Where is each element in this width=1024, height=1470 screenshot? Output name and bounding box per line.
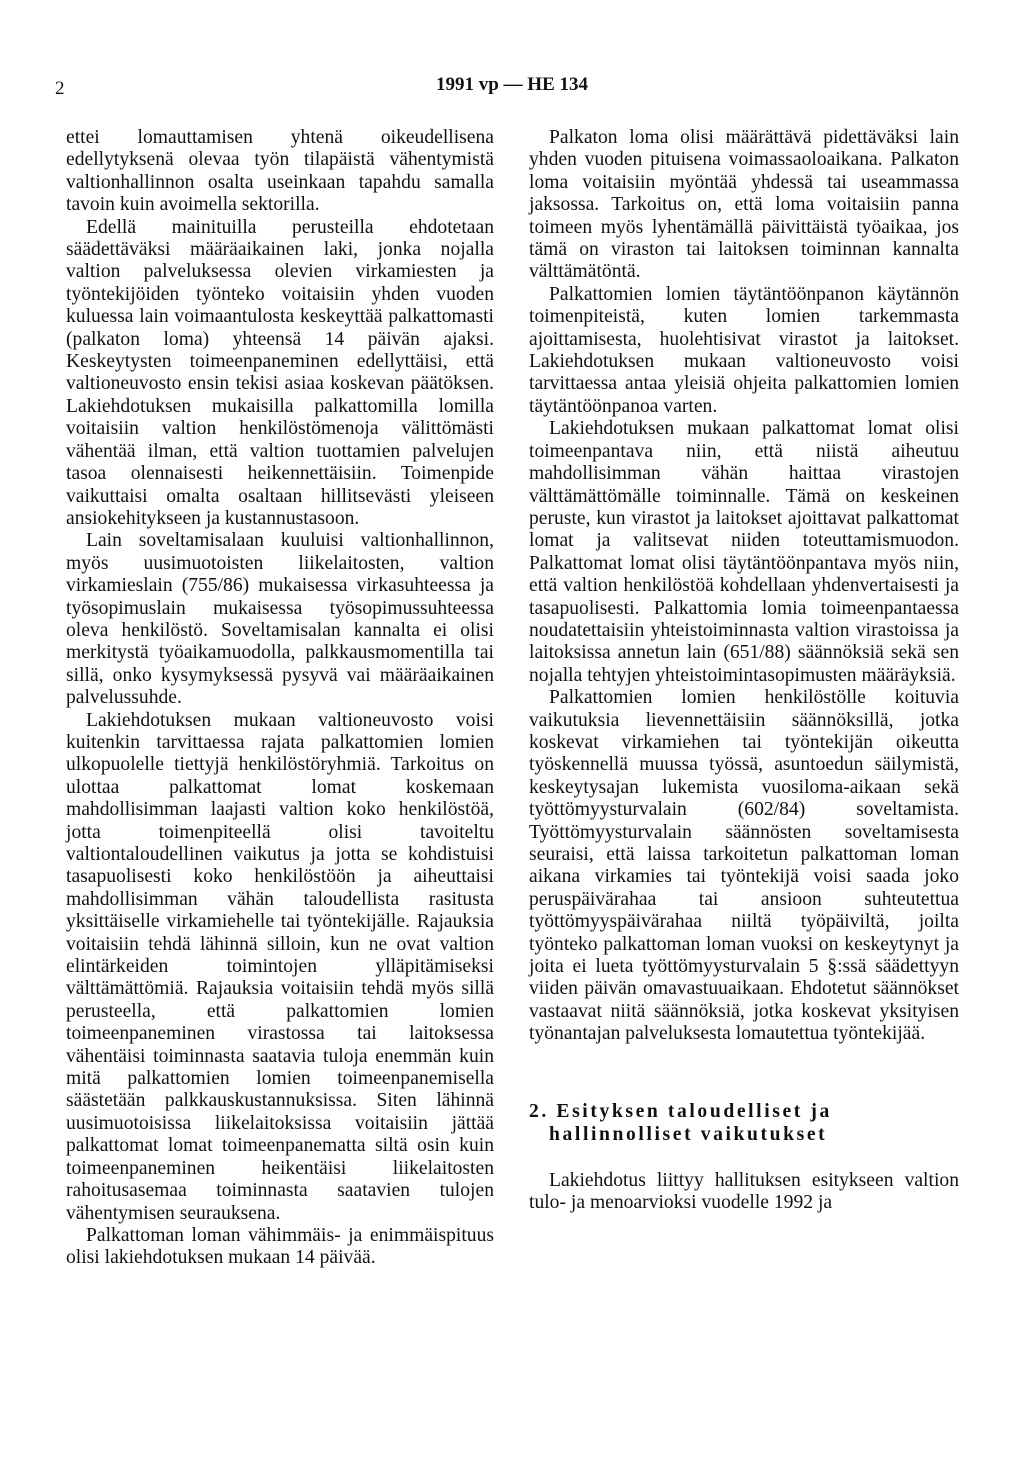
paragraph: Lain soveltamisalaan kuuluisi valtionhallinnon, myös uusimuotoisten liikelaitosten, valtion virkamieslain (755/86) mukaisessa virkasuhteessa ja työsopimuslain mukaisessa työsopimussuhteessa oleva henkilöstö. Soveltamisalan kannalta ei olisi merkitystä työaikamuodolla, palkkausmomentilla tai sillä, onko kysymyksessä pysyvä vai määräaikainen palvelussuhde. bbox=[66, 530, 494, 709]
paragraph: Palkattomien lomien täytäntöönpanon käytännön toimenpiteistä, kuten lomien tarkemmasta ajoittamisesta, huolehtisivat virastot ja laitokset. Lakiehdotuksen mukaan valtioneuvosto voisi tarvittaessa antaa yleisiä ohjeita palkattomien lomien täytäntöönpanoa varten. bbox=[529, 283, 959, 417]
right-column bbox=[529, 127, 959, 1214]
paragraph: Lakiehdotus liittyy hallituksen esitykseen valtion tulo- ja menoarvioksi vuodelle 1992 ja bbox=[529, 1169, 959, 1214]
paragraph: Lakiehdotuksen mukaan valtioneuvosto voisi kuitenkin tarvittaessa rajata palkattomien lomien ulkopuolelle tiettyjä henkilöstöryhmiä. Tarkoitus on ulottaa palkattomat lomat koskemaan mahdollisimman laajasti valtion koko henkilöstöä, jotta toimenpiteellä olisi tavoiteltu valtiontaloudellinen vaikutus ja jotta se kohdistuisi tasapuolisesti koko henkilöstöön ja aiheuttaisi mahdollisimman vähän taloudellista rasitusta yksittäiselle virkamiehelle tai työntekijälle. Rajauksia voitaisiin tehdä lähinnä silloin, kun ne ovat valtion elintärkeiden toimintojen ylläpitämiseksi välttämättömiä. Rajauksia voitaisiin tehdä myös sillä perusteella, että palkattomien lomien toimeenpaneminen virastossa tai laitoksessa vähentäisi toiminnasta saatavia tuloja enemmän kuin mitä palkattomien lomien toimeenpanemisella säästetään palkkauskustannuksissa. Siten lähinnä uusimuotoisissa liikelaitoksissa voitaisiin jättää palkattomat lomat toimeenpanematta siltä osin kuin toimeenpaneminen heikentäisi liikelaitosten rahoitusasemaa toiminnasta saatavien tulojen vähentymisen seurauksena. bbox=[66, 709, 494, 1224]
paragraph: Palkattoman loman vähimmäis- ja enimmäispituus olisi lakiehdotuksen mukaan 14 päivää. bbox=[66, 1224, 494, 1269]
running-head: 1991 vp — HE 134 bbox=[435, 74, 589, 95]
paragraph: Edellä mainituilla perusteilla ehdotetaan säädettäväksi määräaikainen laki, jonka nojalla valtion palveluksessa olevien virkamiesten ja työntekijöiden työnteko voitaisiin yhden vuoden kuluessa lain voimaantulosta keskeyttää palkattomasti (palkaton loma) yhteensä 14 päivän ajaksi. Keskeytysten toimeenpaneminen edellyttäisi, että valtioneuvosto ensin tekisi asiaa koskevan päätöksen. Lakiehdotuksen mukaisilla palkattomilla lomilla voitaisiin valtion henkilöstömenoja välittömästi vähentää ilman, että valtion tuottamien palvelujen tasoa olennaisesti heikennettäisiin. Toimenpide vaikuttaisi omalta osaltaan hillitsevästi yleiseen ansiokehitykseen ja kustannustasoon. bbox=[66, 216, 494, 529]
left-column bbox=[66, 127, 494, 1270]
paragraph: Palkaton loma olisi määrättävä pidettäväksi lain yhden vuoden pituisena voimassaoloaikana. Palkaton loma voitaisiin myöntää yhdessä tai useammassa jaksossa. Tarkoitus on, että loma voitaisiin panna toimeen myös lyhentämällä päivittäistä työaikaa, jos tämä on viraston tai laitoksen toiminnan kannalta välttämätöntä. bbox=[529, 127, 959, 283]
section-heading: 2. Esityksen taloudelliset ja hallinnolliset vaikutukset bbox=[529, 1100, 832, 1145]
paragraph: Palkattomien lomien henkilöstölle koituvia vaikutuksia lievennettäisiin säännöksillä, jotka koskevat virkamiehen tai työntekijän oikeutta työskennellä muussa työssä, asuntoedun säilymistä, keskeytysajan lukemista vuosiloma-aikaan sekä työttömyysturvalain (602/84) soveltamista. Työttömyysturvalain säännösten soveltamisesta seuraisi, että laissa tarkoitetun palkattoman loman aikana virkamies tai työntekijä voisi saada joko peruspäivärahaa tai ansioon suhteutettua työttömyyspäivärahaa niiltä työpäiviltä, joilta työnteko palkattoman loman vuoksi on keskeytynyt ja joita ei lueta työttömyysturvalain 5 §:ssä säädettyyn viiden päivän omavastuuaikaan. Ehdotetut säännökset vastaavat niitä säännöksiä, jotka koskevat yksityisen työnantajan palveluksesta lomautettua työntekijää. bbox=[529, 687, 959, 1045]
page-number: 2 bbox=[55, 78, 65, 99]
paragraph: Lakiehdotuksen mukaan palkattomat lomat olisi toimeenpantava niin, että niistä aiheutuu mahdollisimman vähän haittaa virastojen välttämättömälle toiminnalle. Tämä on keskeinen peruste, kun virastot ja laitokset ajoittavat palkattomat lomat ja valitsevat niiden toteuttamismuodon. Palkattomat lomat olisi täytäntöönpantava myös niin, että valtion henkilöstöä kohdellaan yhdenvertaisesti ja tasapuolisesti. Palkattomia lomia toimeenpantaessa noudatettaisiin yhteistoiminnasta valtion virastoissa ja laitoksissa annetun lain (651/88) säännöksiä sekä sen nojalla tehtyjen yhteistoimintasopimusten määräyksiä. bbox=[529, 418, 959, 686]
paragraph: ettei lomauttamisen yhtenä oikeudellisena edellytyksenä olevaa työn tilapäistä vähentymistä valtionhallinnon osalta useinkaan tapahdu samalla tavoin kuin avoimella sektorilla. bbox=[66, 127, 494, 216]
